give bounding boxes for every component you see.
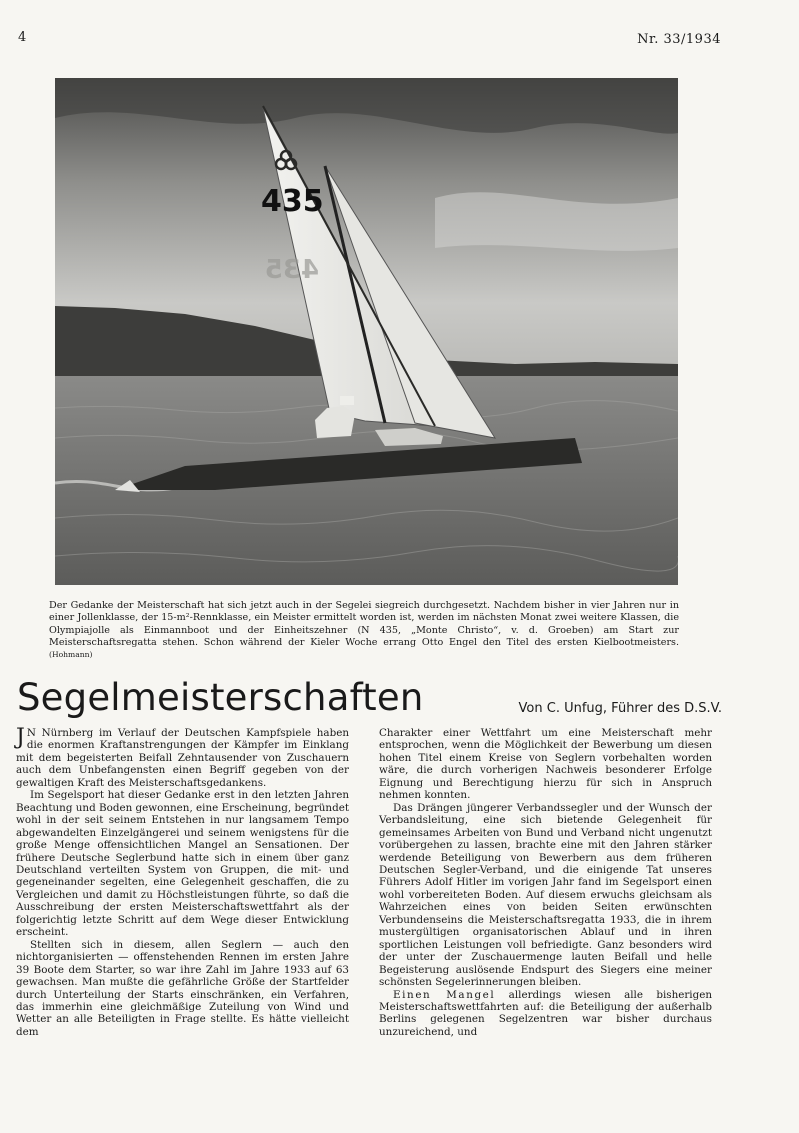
paragraph: Das Drängen jüngerer Verbandssegler und der Wunsch der Verbandsleitung, eine sich bietende Gelegenheit für gemeinsames Arbeiten von Bund und Verband nicht ungenutzt vorübergehen zu lassen, brachte eine mit den Jahren stärker werdende Beteiligung von Bewerbern aus dem früheren Deutschen Segler-Verband, und die einigende Tat unseres Führers Adolf Hitler im vorigen Jahr fand im Segelsport einen wohl vorbereiteten Boden. Auf diesem erwuchs gleichsam als Wahrzeichen eines von beiden Seiten erwünschten Verbundenseins die Meisterschaftsregatta 1933, die in ihrem mustergültigen organisatorischen Ablauf und in ihren sportlichen Leistungen voll befriedigte. Ganz besonders wird der unter der Zuschauermenge lauten Beifall und helle Begeisterung auslösende Endspurt des Siegers eine meiner schönsten Segelerinnerungen bleiben.: [379, 801, 712, 989]
paragraph: Charakter einer Wettfahrt um eine Meisterschaft mehr entsprochen, wenn die Möglichkeit der Bewerbung um diesen hohen Titel einem Kreise von Seglern vorbehalten worden wäre, die durch vorherigen Nachweis besonderer Erfolge Eignung und Berechtigung hierzu für sich in Anspruch nehmen konnten.: [379, 727, 712, 802]
drop-cap: J: [16, 725, 25, 750]
spaced-lead-words: Einen Mangel: [393, 988, 496, 1001]
paragraph-text: N Nürnberg im Verlauf der Deutschen Kampfspiele haben die enormen Kraftanstrengungen der Kämpfer im Einklang mit dem begeisterten Beifall Zehntausender von Zuschauern auch dem Unbefangensten einen Begriff gegeben von der gewaltigen Kraft des Meisterschaftsgedankens.: [16, 727, 349, 789]
article-byline: Von C. Unfug, Führer des D.S.V.: [518, 701, 722, 716]
article-column-left: [16, 727, 349, 1038]
page-number: 4: [18, 30, 27, 45]
sail-number: 435: [261, 184, 324, 219]
sailing-photo: [55, 78, 678, 585]
article-column-right: [379, 727, 712, 1038]
sailboat-illustration: [55, 78, 678, 585]
sail-number-mirrored: 435: [264, 255, 319, 285]
caption-text: Der Gedanke der Meisterschaft hat sich jetzt auch in der Segelei siegreich durchgesetzt. Nachdem bisher in vier Jahren nur in einer Jollenklasse, der 15-m²-Rennklasse, ein Meister ermittelt worden ist, werden im nächsten Monat zwei weitere Klassen, die Olympiajolle als Einmannboot und der Einheitszehner (N 435, „Monte Christo“, v. d. Groeben) am Start zur Meisterschaftsregatta stehen. Schon während der Kieler Woche errang Otto Engel den Titel des ersten Kielbootmeisters.: [49, 600, 679, 648]
article-title: Segelmeisterschaften: [17, 676, 424, 719]
issue-number: Nr. 33/1934: [637, 32, 721, 47]
photo-credit: (Hohmann): [49, 650, 93, 660]
paragraph: [379, 989, 712, 1039]
photo-caption: [49, 600, 679, 661]
paragraph-text: allerdings wiesen alle bisherigen Meisterschaftswettfahrten auf: die Beteiligung der außerhalb Berlins gelegenen Segelzentren war bisher durchaus unzureichend, und: [379, 988, 713, 1038]
paragraph: [16, 727, 349, 789]
paragraph: Im Segelsport hat dieser Gedanke erst in den letzten Jahren Beachtung und Boden gewonnen, eine Erscheinung, begründet wohl in der seit seinem Entstehen in nur langsamem Tempo abgewandelten Einzelgängerei und seinem wenigstens für die große Menge offensichtlichen Mangel an Sensationen. Der frühere Deutsche Seglerbund hatte sich in einem über ganz Deutschland verteilten System von Gruppen, die mit- und gegeneinander segelten, eine Gelegenheit geschaffen, die zu Vergleichen und damit zu Höchstleistungen führte, so daß die Ausschreibung der ersten Meisterschaftswettfahrt als der folgerichtig letzte Schritt auf dem Wege dieser Entwicklung erscheint.: [16, 789, 349, 939]
paragraph: Stellten sich in diesem, allen Seglern — auch den nichtorganisierten — offenstehenden Rennen im ersten Jahre 39 Boote dem Starter, so war ihre Zahl im Jahre 1933 auf 63 gewachsen. Man mußte die gefährliche Größe der Startfelder durch Unterteilung der Starts einschränken, ein Verfahren, das immerhin eine gleichmäßige Zuteilung von Wind und Wetter an alle Beteiligten in Frage stellte. Es hätte vielleicht dem: [16, 938, 349, 1038]
